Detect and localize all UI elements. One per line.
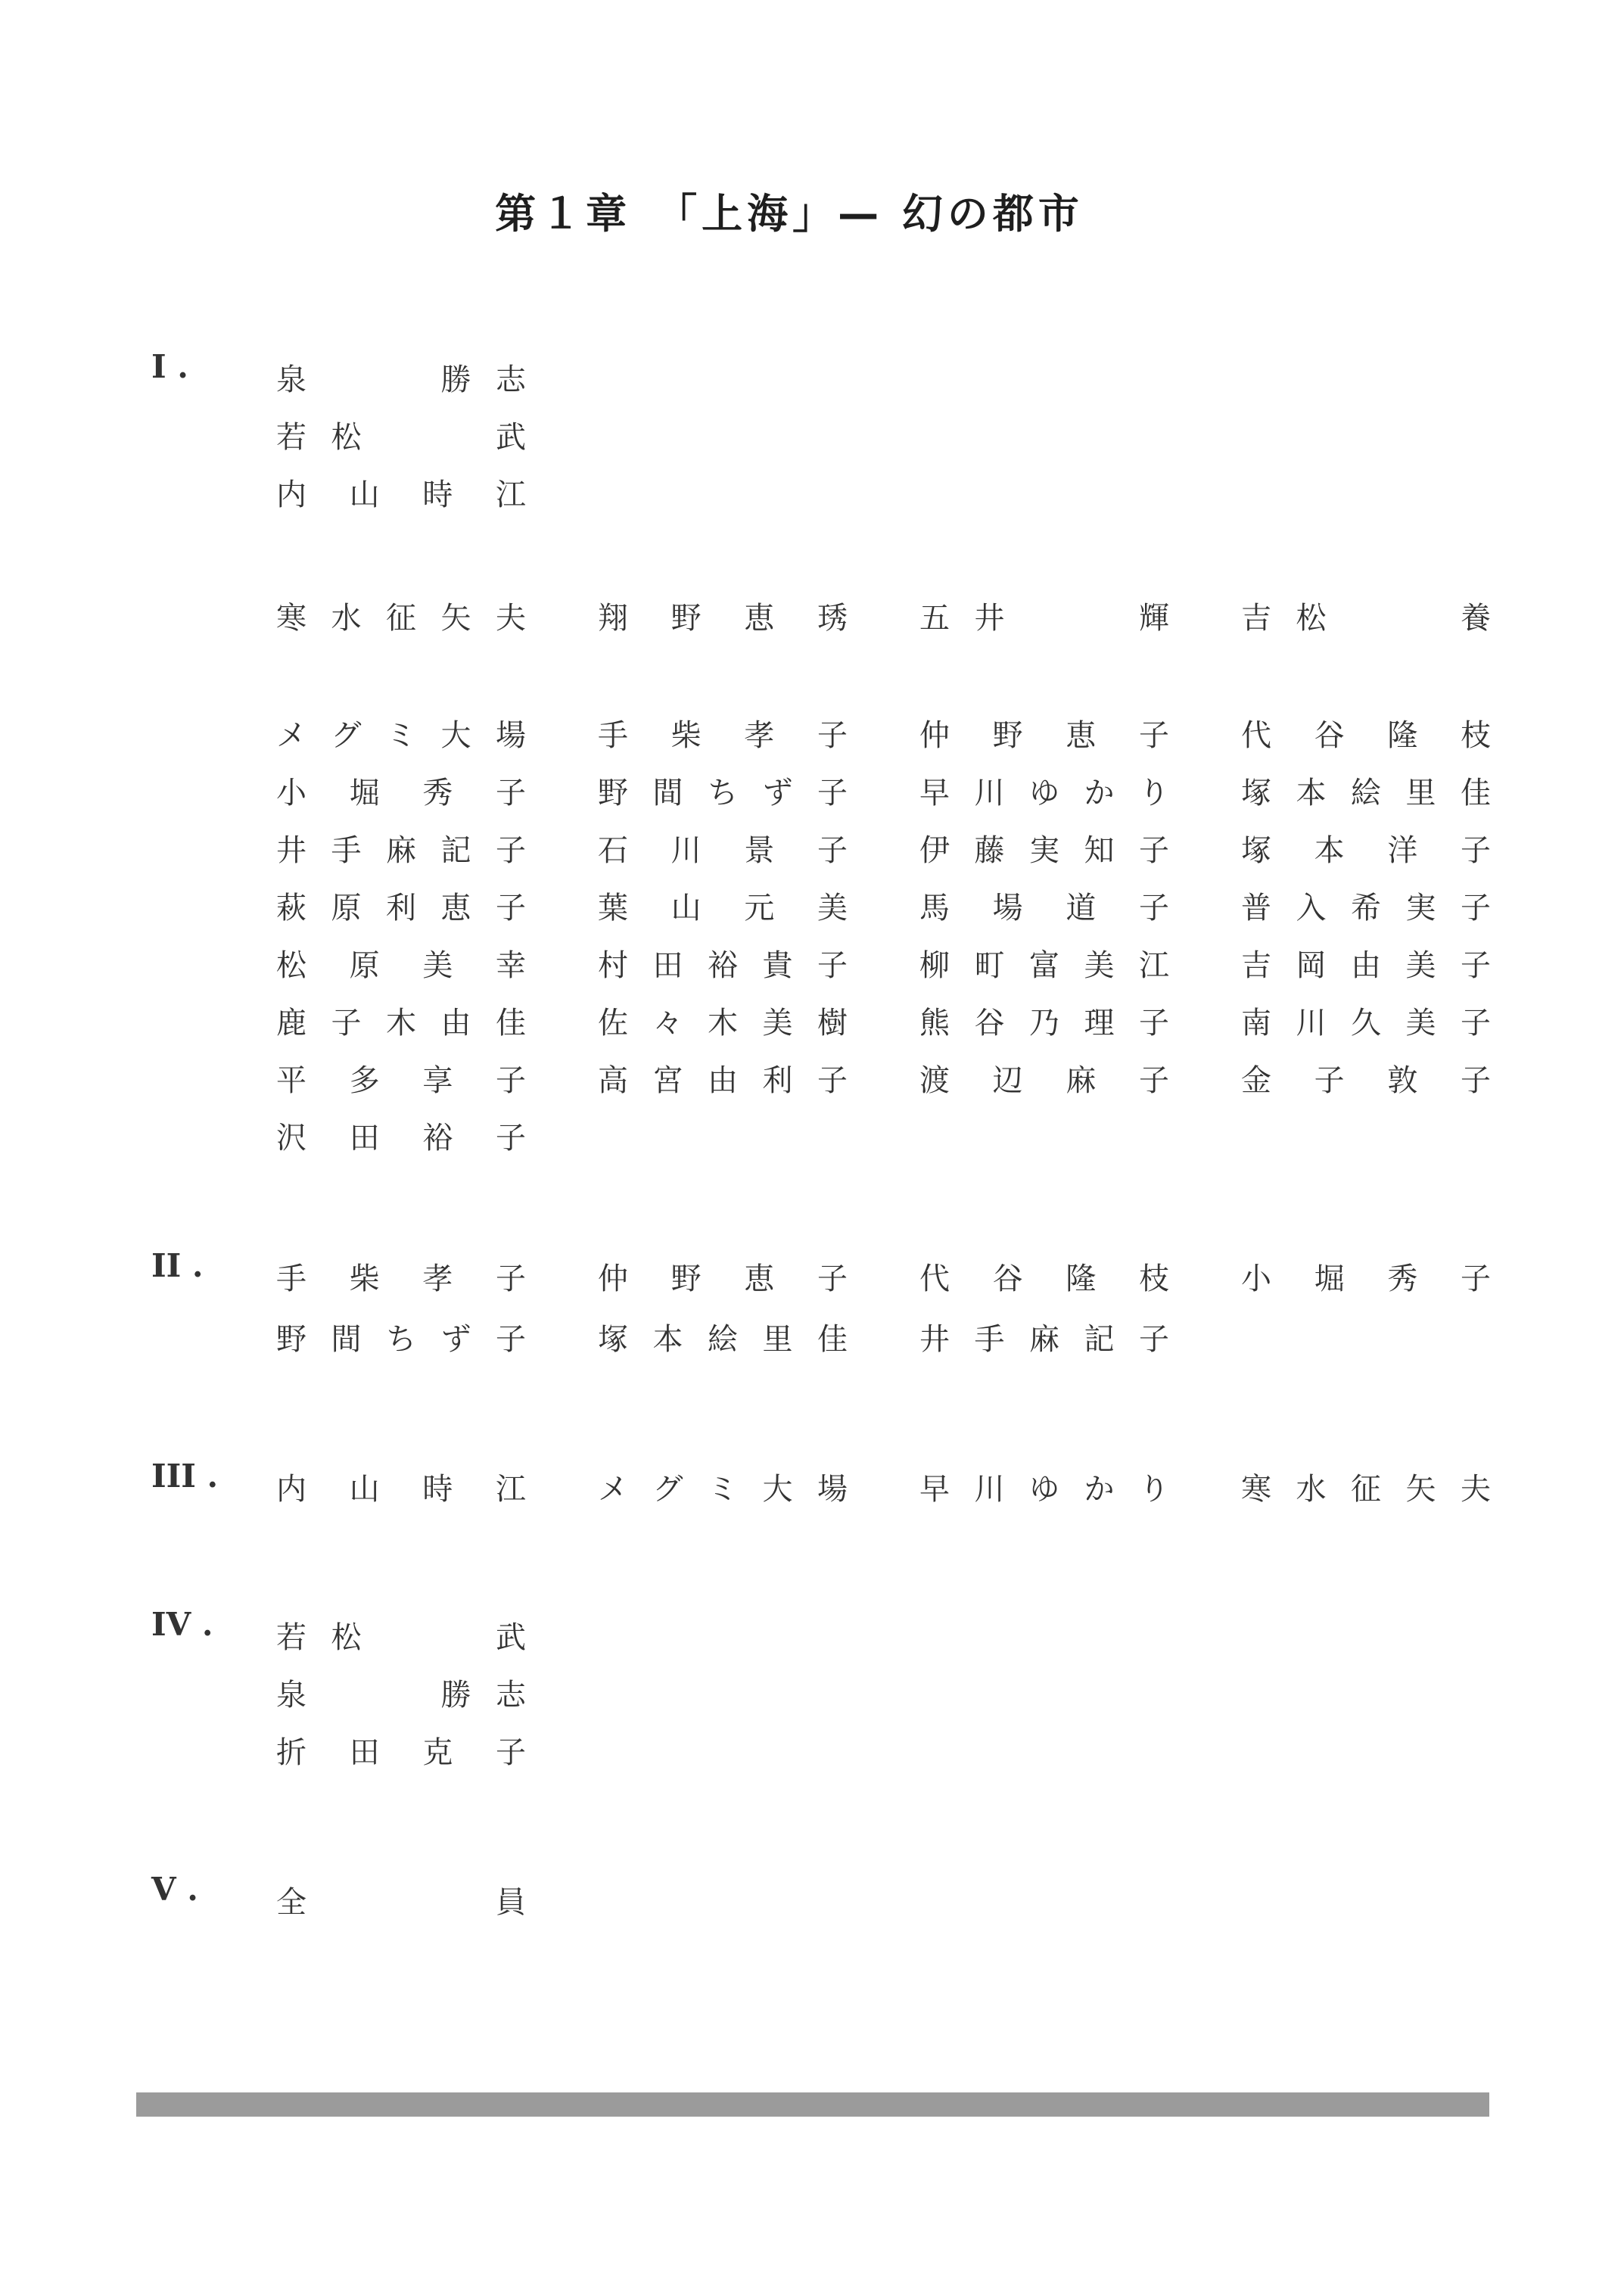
name-char: 江 xyxy=(496,1472,526,1507)
name-char: 若 xyxy=(276,1620,306,1655)
cast-name xyxy=(598,1465,848,1507)
name-char: り xyxy=(1139,1472,1169,1507)
name-char: 沢 xyxy=(276,1121,306,1156)
name-char: 子 xyxy=(496,833,526,868)
cast-name xyxy=(919,941,1169,983)
name-char: 枝 xyxy=(1139,1262,1169,1296)
name-char: 松 xyxy=(331,420,362,455)
name-char: 平 xyxy=(276,1063,306,1098)
name-char: 克 xyxy=(422,1735,453,1770)
cast-name xyxy=(919,1056,1169,1098)
cast-name xyxy=(276,769,526,810)
name-char: 子 xyxy=(1461,948,1491,983)
name-char: 田 xyxy=(652,948,683,983)
name-char: 萩 xyxy=(276,891,306,926)
name-char: 恵 xyxy=(440,891,471,926)
name-char: 利 xyxy=(386,891,416,926)
name-char: ず xyxy=(762,776,793,810)
name-char: メ xyxy=(598,1472,628,1507)
name-char: 志 xyxy=(496,1678,526,1713)
name-char: 寒 xyxy=(1241,1472,1271,1507)
name-char: 枝 xyxy=(1461,718,1491,753)
name-char: 子 xyxy=(1139,891,1169,926)
name-char: ミ xyxy=(386,718,416,753)
name-char: 場 xyxy=(817,1472,848,1507)
name-char: 川 xyxy=(974,1472,1005,1507)
name-char: 仲 xyxy=(598,1262,628,1296)
name-char: 大 xyxy=(762,1472,793,1507)
name-char: 宮 xyxy=(652,1063,683,1098)
name-char xyxy=(386,356,416,399)
name-char: 田 xyxy=(349,1735,380,1770)
cast-name xyxy=(919,1255,1169,1296)
name-char: 子 xyxy=(817,948,848,983)
name-char: 子 xyxy=(1461,891,1491,926)
name-char: 早 xyxy=(919,776,950,810)
name-char: 佳 xyxy=(817,1322,848,1357)
name-char: ミ xyxy=(708,1472,738,1507)
name-char xyxy=(331,1878,362,1921)
name-char: 石 xyxy=(598,833,628,868)
name-char: 秀 xyxy=(422,776,453,810)
name-char: 井 xyxy=(974,601,1005,636)
name-char: 道 xyxy=(1066,891,1097,926)
name-char: 志 xyxy=(496,362,526,397)
name-char: 川 xyxy=(974,776,1005,810)
cast-name xyxy=(598,769,848,810)
name-char xyxy=(386,1671,416,1714)
name-char: 手 xyxy=(598,718,628,753)
name-char: 希 xyxy=(1351,891,1381,926)
cast-name xyxy=(598,711,848,753)
name-char: 高 xyxy=(598,1063,628,1098)
name-char: 内 xyxy=(276,1472,306,1507)
name-char: 山 xyxy=(349,1472,380,1507)
name-char: 全 xyxy=(276,1885,306,1920)
name-char xyxy=(386,1613,416,1657)
name-char: 美 xyxy=(817,891,848,926)
name-char: 久 xyxy=(1351,1006,1381,1041)
name-char: 手 xyxy=(276,1262,306,1296)
name-char: 乃 xyxy=(1029,1006,1059,1041)
name-char: 勝 xyxy=(440,362,471,397)
cast-name xyxy=(276,1315,526,1357)
name-char: 谷 xyxy=(974,1006,1005,1041)
name-char: 勝 xyxy=(440,1678,471,1713)
name-char: 柳 xyxy=(919,948,950,983)
name-char: 美 xyxy=(762,1006,793,1041)
cast-name xyxy=(1241,711,1491,753)
name-char: 塚 xyxy=(1241,776,1271,810)
name-char: 征 xyxy=(386,601,416,636)
name-char: 本 xyxy=(1314,833,1345,868)
name-char: 井 xyxy=(919,1322,950,1357)
name-char: 寒 xyxy=(276,601,306,636)
name-char: 木 xyxy=(708,1006,738,1041)
name-char: ち xyxy=(386,1322,416,1357)
name-char: 野 xyxy=(670,1262,702,1296)
cast-name xyxy=(919,826,1169,868)
name-char: 里 xyxy=(762,1322,793,1357)
cast-name xyxy=(276,999,526,1041)
cast-name xyxy=(1241,1056,1491,1098)
name-char: 元 xyxy=(744,891,775,926)
name-char: 子 xyxy=(496,1262,526,1296)
cast-name xyxy=(276,711,526,753)
name-char: 時 xyxy=(422,1472,453,1507)
name-char: 松 xyxy=(276,948,306,983)
name-char: 秀 xyxy=(1387,1262,1418,1296)
name-char: 普 xyxy=(1241,891,1271,926)
name-char: か xyxy=(1084,1472,1115,1507)
name-char: 吉 xyxy=(1241,601,1271,636)
name-char: 川 xyxy=(1296,1006,1327,1041)
name-char: 辺 xyxy=(992,1063,1023,1098)
name-char: 堀 xyxy=(1314,1262,1345,1296)
cast-name xyxy=(276,1671,526,1713)
name-char: 本 xyxy=(652,1322,683,1357)
name-char: 麻 xyxy=(1066,1063,1097,1098)
name-char: 野 xyxy=(992,718,1023,753)
cast-name xyxy=(276,1255,526,1296)
name-char: 子 xyxy=(817,718,848,753)
name-char: 景 xyxy=(744,833,775,868)
name-char: 琇 xyxy=(817,601,848,636)
name-char: 五 xyxy=(919,601,950,636)
name-char: 伊 xyxy=(919,833,950,868)
name-char: 渡 xyxy=(919,1063,950,1098)
name-char: 貴 xyxy=(762,948,793,983)
cast-name xyxy=(276,1465,526,1507)
name-char: 子 xyxy=(496,891,526,926)
name-char xyxy=(1351,594,1381,637)
name-char: 子 xyxy=(817,1063,848,1098)
name-char: 員 xyxy=(496,1885,526,1920)
name-char: ず xyxy=(440,1322,471,1357)
name-char: 井 xyxy=(276,833,306,868)
name-char: 孝 xyxy=(744,718,775,753)
name-char: 入 xyxy=(1296,891,1327,926)
name-char: 若 xyxy=(276,420,306,455)
name-char: 南 xyxy=(1241,1006,1271,1041)
name-char: 富 xyxy=(1029,948,1059,983)
name-char: グ xyxy=(652,1472,683,1507)
cast-name xyxy=(1241,769,1491,810)
name-char: 洋 xyxy=(1387,833,1418,868)
name-char: 実 xyxy=(1029,833,1059,868)
name-char: 野 xyxy=(670,601,702,636)
name-char: 輝 xyxy=(1139,601,1169,636)
section-numeral: III . xyxy=(151,1458,219,1495)
name-char: 場 xyxy=(496,718,526,753)
cast-name xyxy=(919,594,1169,636)
name-char: 美 xyxy=(1405,948,1436,983)
cast-name xyxy=(919,1465,1169,1507)
name-char: 々 xyxy=(652,1006,683,1041)
name-char: メ xyxy=(276,718,306,753)
cast-name xyxy=(1241,884,1491,926)
name-char: 岡 xyxy=(1296,948,1327,983)
name-char: 葉 xyxy=(598,891,628,926)
cast-name xyxy=(276,826,526,868)
name-char: 柴 xyxy=(349,1262,380,1296)
section-numeral: IV . xyxy=(151,1606,213,1643)
cast-name xyxy=(919,711,1169,753)
name-char: 大 xyxy=(440,718,471,753)
name-char: 本 xyxy=(1296,776,1327,810)
cast-name xyxy=(1241,1465,1491,1507)
name-char: 絵 xyxy=(708,1322,738,1357)
cast-name xyxy=(1241,999,1491,1041)
name-char xyxy=(386,413,416,456)
cast-name xyxy=(276,413,526,455)
name-char: 子 xyxy=(817,1262,848,1296)
section-numeral: II . xyxy=(151,1247,204,1284)
name-char xyxy=(386,1878,416,1921)
name-char: 裕 xyxy=(422,1121,453,1156)
name-char xyxy=(331,1671,362,1714)
name-char: ち xyxy=(708,776,738,810)
name-char: 佳 xyxy=(1461,776,1491,810)
name-char: 子 xyxy=(496,776,526,810)
name-char: 村 xyxy=(598,948,628,983)
name-char: 原 xyxy=(349,948,380,983)
cast-name xyxy=(276,1878,526,1920)
name-char: 子 xyxy=(1314,1063,1345,1098)
name-char: 佐 xyxy=(598,1006,628,1041)
cast-name xyxy=(276,1114,526,1156)
section-numeral: V . xyxy=(151,1871,198,1908)
cast-name xyxy=(598,1056,848,1098)
name-char: 征 xyxy=(1351,1472,1381,1507)
cast-name xyxy=(1241,1255,1491,1296)
name-char: 子 xyxy=(1461,833,1491,868)
name-char: 松 xyxy=(1296,601,1327,636)
name-char: 町 xyxy=(974,948,1005,983)
name-char: 子 xyxy=(496,1063,526,1098)
cast-name xyxy=(919,1315,1169,1357)
cast-name xyxy=(598,594,848,636)
name-char: 手 xyxy=(974,1322,1005,1357)
name-char: 早 xyxy=(919,1472,950,1507)
name-char: 子 xyxy=(496,1735,526,1770)
name-char: 由 xyxy=(708,1063,738,1098)
name-char: 隆 xyxy=(1387,718,1418,753)
cast-name xyxy=(276,1056,526,1098)
name-char: 恵 xyxy=(744,601,775,636)
name-char: 吉 xyxy=(1241,948,1271,983)
name-char: 野 xyxy=(276,1322,306,1357)
cast-name xyxy=(919,769,1169,810)
name-char: 泉 xyxy=(276,362,306,397)
name-char: 木 xyxy=(386,1006,416,1041)
cast-name xyxy=(276,1728,526,1770)
name-char: 小 xyxy=(1241,1262,1271,1296)
name-char: 夫 xyxy=(1461,1472,1491,1507)
cast-name xyxy=(276,356,526,397)
name-char: 谷 xyxy=(992,1262,1023,1296)
name-char: 鹿 xyxy=(276,1006,306,1041)
name-char: 柴 xyxy=(670,718,702,753)
name-char: 子 xyxy=(1139,1063,1169,1098)
footer-bar xyxy=(136,2092,1489,2117)
cast-name xyxy=(1241,826,1491,868)
name-char: 裕 xyxy=(708,948,738,983)
name-char: 江 xyxy=(496,478,526,512)
name-char: 水 xyxy=(331,601,362,636)
name-char: 恵 xyxy=(744,1262,775,1296)
name-char: 谷 xyxy=(1314,718,1345,753)
name-char: 子 xyxy=(1461,1262,1491,1296)
name-char xyxy=(331,356,362,399)
name-char: 敦 xyxy=(1387,1063,1418,1098)
section-numeral: I . xyxy=(151,348,188,385)
name-char: 代 xyxy=(1241,718,1271,753)
name-char: 里 xyxy=(1405,776,1436,810)
name-char: 山 xyxy=(349,478,380,512)
name-char: 矢 xyxy=(1405,1472,1436,1507)
name-char: 美 xyxy=(1405,1006,1436,1041)
name-char xyxy=(1029,594,1059,637)
name-char: 仲 xyxy=(919,718,950,753)
cast-name xyxy=(598,826,848,868)
name-char: 翔 xyxy=(598,601,628,636)
name-char: 子 xyxy=(496,1121,526,1156)
name-char: 武 xyxy=(496,1620,526,1655)
cast-name xyxy=(598,941,848,983)
name-char: 子 xyxy=(817,833,848,868)
name-char: 場 xyxy=(992,891,1023,926)
name-char: 孝 xyxy=(422,1262,453,1296)
name-char: 小 xyxy=(276,776,306,810)
name-char: 由 xyxy=(1351,948,1381,983)
name-char: 子 xyxy=(1139,1322,1169,1357)
name-char: 金 xyxy=(1241,1063,1271,1098)
chapter-title: 第１章 「上海」— 幻の都市 xyxy=(495,190,1084,238)
name-char: 絵 xyxy=(1351,776,1381,810)
cast-name xyxy=(276,594,526,636)
name-char: 矢 xyxy=(440,601,471,636)
name-char: か xyxy=(1084,776,1115,810)
name-char: 熊 xyxy=(919,1006,950,1041)
name-char: 隆 xyxy=(1066,1262,1097,1296)
cast-name xyxy=(919,884,1169,926)
name-char: 代 xyxy=(919,1262,950,1296)
name-char xyxy=(1084,594,1115,637)
name-char xyxy=(441,1878,471,1921)
name-char: 恵 xyxy=(1066,718,1097,753)
name-char: 間 xyxy=(652,776,683,810)
name-char: 山 xyxy=(670,891,702,926)
name-char: 折 xyxy=(276,1735,306,1770)
name-char: 多 xyxy=(349,1063,380,1098)
name-char: 原 xyxy=(331,891,362,926)
name-char: 水 xyxy=(1296,1472,1327,1507)
name-char: 美 xyxy=(1084,948,1115,983)
cast-name xyxy=(598,1255,848,1296)
name-char: 藤 xyxy=(974,833,1005,868)
cast-name xyxy=(1241,594,1491,636)
name-char: 麻 xyxy=(386,833,416,868)
name-char: 川 xyxy=(670,833,702,868)
name-char: 理 xyxy=(1084,1006,1115,1041)
name-char: 子 xyxy=(1139,1006,1169,1041)
name-char: 子 xyxy=(1139,718,1169,753)
name-char: 知 xyxy=(1084,833,1115,868)
cast-name xyxy=(276,1613,526,1655)
name-char: 樹 xyxy=(817,1006,848,1041)
name-char: 美 xyxy=(422,948,453,983)
name-char: 馬 xyxy=(919,891,950,926)
name-char: 麻 xyxy=(1029,1322,1059,1357)
cast-name xyxy=(1241,941,1491,983)
name-char: 間 xyxy=(331,1322,362,1357)
name-char: 武 xyxy=(496,420,526,455)
name-char: 佳 xyxy=(496,1006,526,1041)
name-char: 野 xyxy=(598,776,628,810)
cast-name xyxy=(919,999,1169,1041)
name-char: 利 xyxy=(762,1063,793,1098)
cast-name xyxy=(276,941,526,983)
name-char: 由 xyxy=(440,1006,471,1041)
name-char: 養 xyxy=(1461,601,1491,636)
name-char: 内 xyxy=(276,478,306,512)
name-char: 夫 xyxy=(496,601,526,636)
name-char: グ xyxy=(331,718,362,753)
name-char: 子 xyxy=(331,1006,362,1041)
name-char: 塚 xyxy=(598,1322,628,1357)
cast-name xyxy=(598,884,848,926)
name-char: 泉 xyxy=(276,1678,306,1713)
name-char: 記 xyxy=(1084,1322,1115,1357)
name-char: 手 xyxy=(331,833,362,868)
name-char: 松 xyxy=(331,1620,362,1655)
name-char: 記 xyxy=(440,833,471,868)
name-char: ゆ xyxy=(1029,776,1059,810)
name-char: 塚 xyxy=(1241,833,1271,868)
cast-name xyxy=(598,999,848,1041)
name-char: り xyxy=(1139,776,1169,810)
name-char: ゆ xyxy=(1029,1472,1059,1507)
name-char: 子 xyxy=(1461,1063,1491,1098)
name-char xyxy=(441,1613,471,1657)
name-char xyxy=(441,413,471,456)
cast-name xyxy=(276,884,526,926)
cast-name xyxy=(276,471,526,512)
name-char: 子 xyxy=(817,776,848,810)
name-char: 堀 xyxy=(349,776,380,810)
name-char: 享 xyxy=(422,1063,453,1098)
name-char: 実 xyxy=(1405,891,1436,926)
name-char: 田 xyxy=(349,1121,380,1156)
name-char: 幸 xyxy=(496,948,526,983)
name-char: 子 xyxy=(1461,1006,1491,1041)
name-char: 子 xyxy=(496,1322,526,1357)
name-char: 子 xyxy=(1139,833,1169,868)
name-char: 時 xyxy=(422,478,453,512)
name-char xyxy=(1406,594,1436,637)
cast-name xyxy=(598,1315,848,1357)
name-char: 江 xyxy=(1139,948,1169,983)
